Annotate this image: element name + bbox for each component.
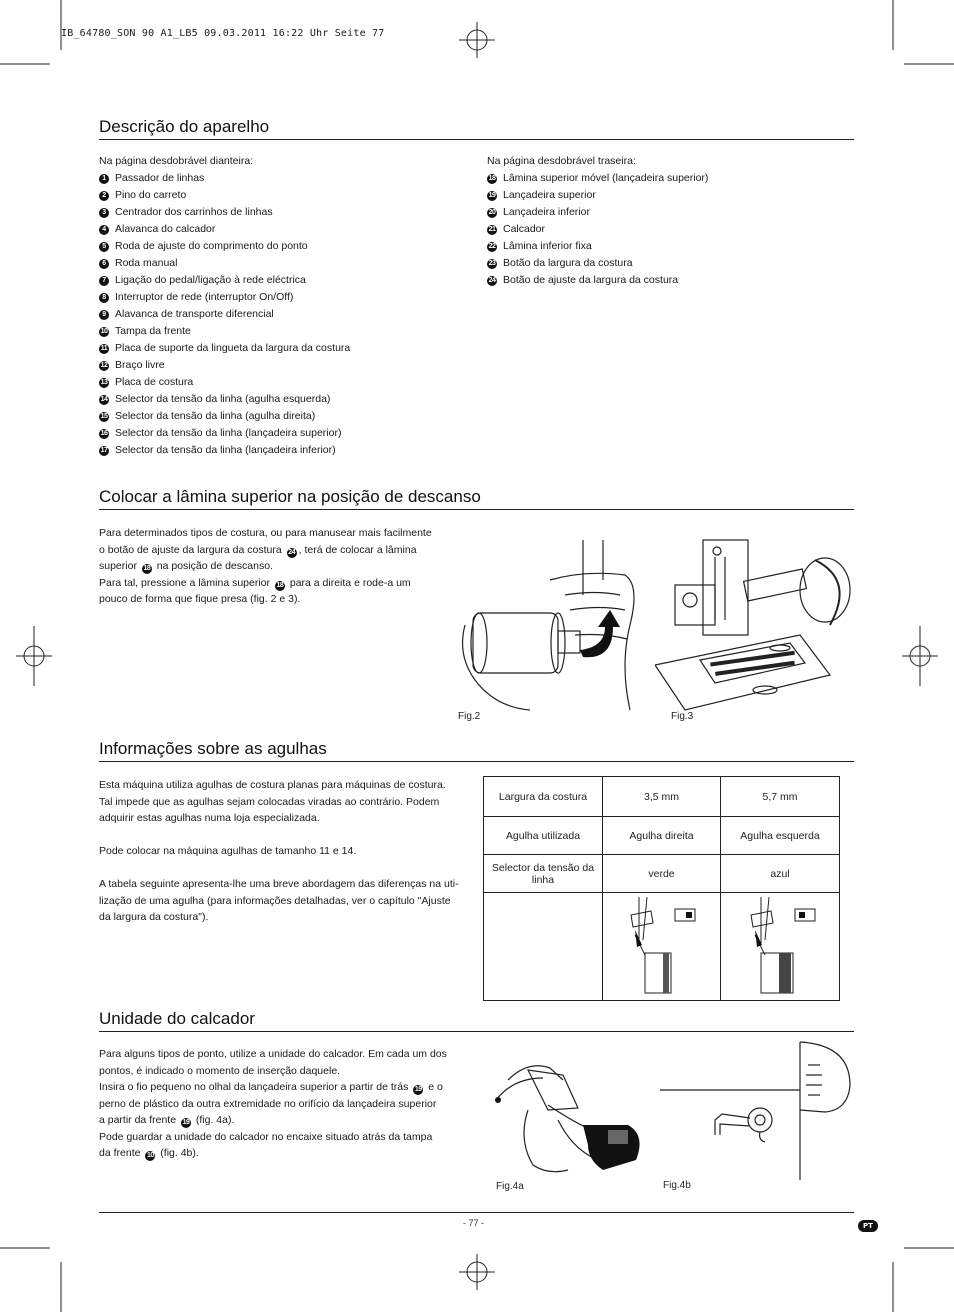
list-item bbox=[99, 238, 469, 255]
item-label: Alavanca do calcador bbox=[115, 223, 216, 235]
list-item bbox=[487, 272, 857, 289]
ref-badge: 10 bbox=[145, 1151, 155, 1161]
list-item bbox=[99, 340, 469, 357]
list-item bbox=[487, 187, 857, 204]
print-slug: IB_64780_SON 90 A1_LB5 09.03.2011 16:22 Uhr Seite 77 bbox=[61, 28, 385, 39]
needles-text: Esta máquina utiliza agulhas de costura planas para máquinas de costura. Tal impede que as agulhas sejam colocadas viradas ao contrário. Podem adquirir estas agulhas numa loja especializada. Pode colocar na máquina agulhas de tamanho 11 e 14. A tabela seguinte apresenta-lhe uma breve abordagem das diferenças na uti- lização de uma agulha (para informações detalhadas, ver o capítulo "Ajuste da largura da costura"). bbox=[99, 779, 459, 923]
ref-badge: 18 bbox=[275, 581, 285, 591]
item-number-badge: 18 bbox=[488, 175, 496, 182]
rear-parts-list bbox=[487, 153, 857, 289]
ref-badge: 19 bbox=[181, 1118, 191, 1128]
presser-unit-text: Para alguns tipos de ponto, utilize a unidade do calcador. Em cada um dos pontos, é indicado o momento de inserção daquele. Insira o fio pequeno no olhal da lançadeira superior a partir de trás 19 e o perno de plástico da outra extremidade no orifício da lançadeira superior a partir da frente 19 (fig. 4a). Pode guardar a unidade do calcador no encaixe situado atrás da tampa da frente 10 (fig. 4b). bbox=[99, 1046, 479, 1162]
fig4b-illustration bbox=[660, 1040, 855, 1180]
ref-badge: 24 bbox=[287, 548, 297, 558]
list-item bbox=[99, 357, 469, 374]
ref-badge: 19 bbox=[413, 1085, 423, 1095]
item-number-badge: 20 bbox=[488, 209, 496, 216]
section-title-device-description: Descrição do aparelho bbox=[99, 117, 270, 136]
item-number-badge: 6 bbox=[99, 259, 109, 269]
front-parts-list bbox=[99, 153, 469, 459]
item-label: Ligação do pedal/ligação à rede eléctrica bbox=[115, 274, 306, 286]
item-number-badge: 23 bbox=[488, 260, 496, 267]
item-label: Selector da tensão da linha (lançadeira superior) bbox=[115, 427, 342, 439]
fig2-caption: Fig.2 bbox=[458, 711, 481, 722]
item-label: Passador de linhas bbox=[115, 172, 205, 184]
item-number-badge: 4 bbox=[99, 225, 109, 235]
table-row: Largura da costura 3,5 mm 5,7 mm bbox=[484, 777, 840, 817]
front-items bbox=[99, 170, 469, 459]
section-title-presser-unit: Unidade do calcador bbox=[99, 1009, 255, 1028]
item-label: Braço livre bbox=[115, 359, 165, 371]
item-label: Alavanca de transporte diferencial bbox=[115, 308, 274, 320]
item-label: Selector da tensão da linha (lançadeira inferior) bbox=[115, 444, 336, 456]
list-item bbox=[99, 408, 469, 425]
item-label: Placa de suporte da lingueta da largura da costura bbox=[115, 342, 351, 354]
item-number-badge: 19 bbox=[488, 192, 496, 199]
item-number-badge: 17 bbox=[100, 447, 108, 454]
item-number-badge: 2 bbox=[99, 191, 109, 201]
section-title-needles: Informações sobre as agulhas bbox=[99, 739, 327, 758]
rear-intro: Na página desdobrável traseira: bbox=[487, 155, 636, 167]
fig3-caption: Fig.3 bbox=[671, 711, 694, 722]
item-label: Selector da tensão da linha (agulha esquerda) bbox=[115, 393, 331, 405]
item-number-badge: 7 bbox=[99, 276, 109, 286]
list-item bbox=[99, 391, 469, 408]
list-item bbox=[99, 425, 469, 442]
fig4b-caption: Fig.4b bbox=[663, 1180, 691, 1191]
table-row bbox=[484, 893, 840, 1001]
list-item bbox=[99, 255, 469, 272]
table-row: Agulha utilizada Agulha direita Agulha esquerda bbox=[484, 817, 840, 855]
section-divider bbox=[99, 509, 854, 510]
list-item bbox=[99, 221, 469, 238]
fig4a-caption: Fig.4a bbox=[496, 1181, 524, 1192]
footer-divider bbox=[99, 1212, 854, 1213]
item-number-badge: 1 bbox=[99, 174, 109, 184]
item-label: Roda de ajuste do comprimento do ponto bbox=[115, 240, 308, 252]
section-divider bbox=[99, 761, 854, 762]
item-number-badge: 13 bbox=[100, 379, 108, 386]
list-item bbox=[487, 255, 857, 272]
item-number-badge: 11 bbox=[100, 345, 108, 352]
item-number-badge: 5 bbox=[99, 242, 109, 252]
needles-table bbox=[483, 776, 840, 1001]
item-label: Calcador bbox=[503, 223, 546, 235]
list-item bbox=[487, 238, 857, 255]
section-divider bbox=[99, 139, 854, 140]
item-label: Botão da largura da costura bbox=[503, 257, 633, 269]
item-label: Roda manual bbox=[115, 257, 178, 269]
page-number: - 77 - bbox=[463, 1218, 485, 1228]
list-item bbox=[487, 221, 857, 238]
item-number-badge: 3 bbox=[99, 208, 109, 218]
fig3-illustration bbox=[655, 535, 855, 715]
item-number-badge: 24 bbox=[488, 277, 496, 284]
list-item bbox=[99, 306, 469, 323]
left-needle-diagram bbox=[735, 895, 825, 995]
list-item bbox=[487, 204, 857, 221]
item-number-badge: 10 bbox=[100, 328, 108, 335]
item-label: Lâmina inferior fixa bbox=[503, 240, 592, 252]
item-label: Pino do carreto bbox=[115, 189, 187, 201]
list-item bbox=[99, 289, 469, 306]
ref-badge: 18 bbox=[142, 564, 152, 574]
item-number-badge: 21 bbox=[488, 226, 496, 233]
right-needle-diagram bbox=[617, 895, 707, 995]
section-divider bbox=[99, 1031, 854, 1032]
item-label: Placa de costura bbox=[115, 376, 194, 388]
item-label: Interruptor de rede (interruptor On/Off) bbox=[115, 291, 294, 303]
list-item bbox=[99, 187, 469, 204]
list-item bbox=[99, 272, 469, 289]
item-number-badge: 14 bbox=[100, 396, 108, 403]
item-number-badge: 8 bbox=[99, 293, 109, 303]
language-badge: PT bbox=[858, 1220, 878, 1232]
rear-items bbox=[487, 170, 857, 289]
item-number-badge: 16 bbox=[100, 430, 108, 437]
front-intro: Na página desdobrável dianteira: bbox=[99, 155, 254, 167]
item-label: Botão de ajuste da largura da costura bbox=[503, 274, 679, 286]
list-item bbox=[99, 170, 469, 187]
item-number-badge: 9 bbox=[99, 310, 109, 320]
list-item bbox=[99, 323, 469, 340]
upper-blade-text: Para determinados tipos de costura, ou para manusear mais facilmente o botão de ajuste da largura da costura 24 , terá de colocar a lâmina superior 18 na posição de descanso. Para tal, pressione a lâmina superior 18 para a direita e rode-a um pouco de forma que fique presa (fig. 2 e 3). bbox=[99, 527, 432, 605]
list-item bbox=[99, 442, 469, 459]
item-label: Lâmina superior móvel (lançadeira superior) bbox=[503, 172, 709, 184]
item-label: Selector da tensão da linha (agulha direita) bbox=[115, 410, 316, 422]
item-label: Centrador dos carrinhos de linhas bbox=[115, 206, 273, 218]
item-label: Lançadeira superior bbox=[503, 189, 596, 201]
list-item bbox=[99, 204, 469, 221]
fig2-illustration bbox=[455, 535, 640, 715]
item-number-badge: 22 bbox=[488, 243, 496, 250]
item-label: Lançadeira inferior bbox=[503, 206, 590, 218]
item-number-badge: 15 bbox=[100, 413, 108, 420]
table-row: Selector da tensão da linha verde azul bbox=[484, 855, 840, 893]
item-label: Tampa da frente bbox=[115, 325, 191, 337]
item-number-badge: 12 bbox=[100, 362, 108, 369]
list-item bbox=[487, 170, 857, 187]
list-item bbox=[99, 374, 469, 391]
fig4a-illustration bbox=[488, 1050, 653, 1180]
section-title-upper-blade: Colocar a lâmina superior na posição de descanso bbox=[99, 487, 481, 506]
